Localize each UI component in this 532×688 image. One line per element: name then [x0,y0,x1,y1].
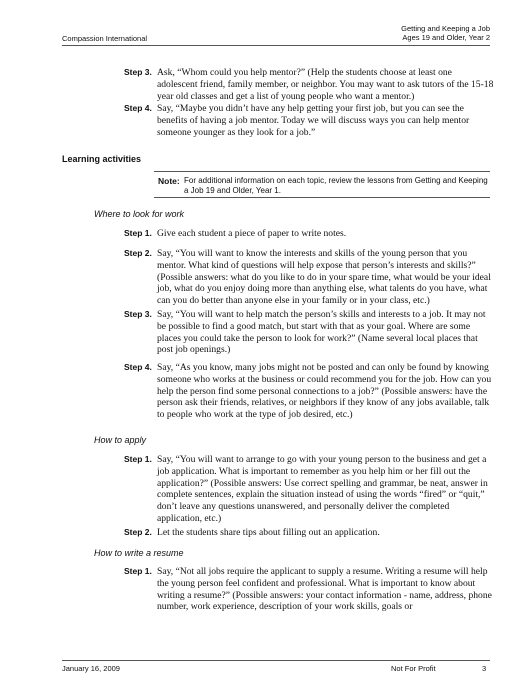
step-text: Let the students share tips about filling out an application. [157,527,380,538]
where-to-look-heading: Where to look for work [94,209,185,219]
step-label: Step 4. [124,103,152,113]
apply-step-2 [124,527,494,539]
where-step-3 [124,309,494,356]
step-label: Step 1. [124,454,152,464]
note-label: Note: [158,176,180,186]
apply-step-1 [124,454,494,525]
how-to-write-resume-heading: How to write a resume [94,548,184,558]
footer-status: Not For Profit [391,664,436,673]
footer-rule [62,660,490,661]
where-step-1 [124,228,494,240]
step-text: Say, “You will want to arrange to go with your young person to the business and get a job application. What is important to remember as you help him or her fill out the application?” (Possible answers: Use correct spelling and grammar, be neat, answer in complete sentences, explain the situation instead of using the words “fired” or “quit,” don’t leave any questions unanswered, and personally deliver the completed application, etc.) [157,454,488,524]
note-bottom-rule [154,197,490,198]
step-text: Say, “You will want to know the interests and skills of the young person that you mentor. What kind of questions will help expose that person’s interests and skills?” (Possible answers: what do you like to do in your spare time, what would be your ideal job, what do you enjoy doing more than anything else, what talents do you have, what can you do better than anyone else in your family or in your class, etc.) [157,248,491,307]
header-title-line-2: Ages 19 and Older, Year 2 [402,33,490,42]
step-text: Ask, “Whom could you help mentor?” (Help the students choose at least one adolescent friend, family member, or neighbor. You may want to ask tutors of the 15-18 year old classes and get a list of young people who want a mentor.) [157,67,494,102]
step-label: Step 2. [124,248,152,258]
step-label: Step 3. [124,309,152,319]
step-text: Say, “As you know, many jobs might not be posted and can only be found by knowing someone who works at the business or could recommend you for the job. How can you help the person find some personal connections to a job?” (Possible answers: have the person ask their friends, relatives, or neighbors if they know of any jobs available, talk to people who work at the type of job desired, etc.) [157,362,492,421]
resume-step-1 [124,566,494,613]
header-title-line-1: Getting and Keeping a Job [401,24,490,33]
intro-step-3 [124,67,494,102]
step-label: Step 2. [124,527,152,537]
step-text: Say, “Maybe you didn’t have any help getting your first job, but you can see the benefits of having a job mentor. Today we will discuss ways you can help mentor someone younger as they look for a job.” [157,103,470,138]
step-label: Step 1. [124,566,152,576]
step-text: Give each student a piece of paper to write notes. [157,228,347,239]
step-label: Step 3. [124,67,152,77]
step-label: Step 4. [124,362,152,372]
note-box [154,172,490,197]
learning-activities-heading: Learning activities [62,154,142,164]
header-rule [62,45,490,46]
step-label: Step 1. [124,228,152,238]
footer-page-number: 3 [482,664,487,673]
step-text: Say, “Not all jobs require the applicant to supply a resume. Writing a resume will help the young person feel confident and professional. What is important to know about writing a resume?” (Possible answers: your contact information - name, address, phone number, work experience, description of your work skills, goals or [157,566,492,613]
note-text: For additional information on each topic, review the lessons from Getting and Keeping a Job 19 and Older, Year 1. [184,176,488,196]
how-to-apply-heading: How to apply [94,435,147,445]
intro-step-4 [124,103,494,138]
step-text: Say, “You will want to help match the person’s skills and interests to a job. It may not be possible to find a good match, but start with that as your goal. Where are some places you could take the person to look for work?” (Name several local places that post job openings.) [157,309,486,356]
footer-date: January 16, 2009 [62,664,120,673]
where-step-2 [124,248,494,307]
where-step-4 [124,362,494,421]
header-document-title [401,24,490,42]
header-organization: Compassion International [62,34,148,43]
